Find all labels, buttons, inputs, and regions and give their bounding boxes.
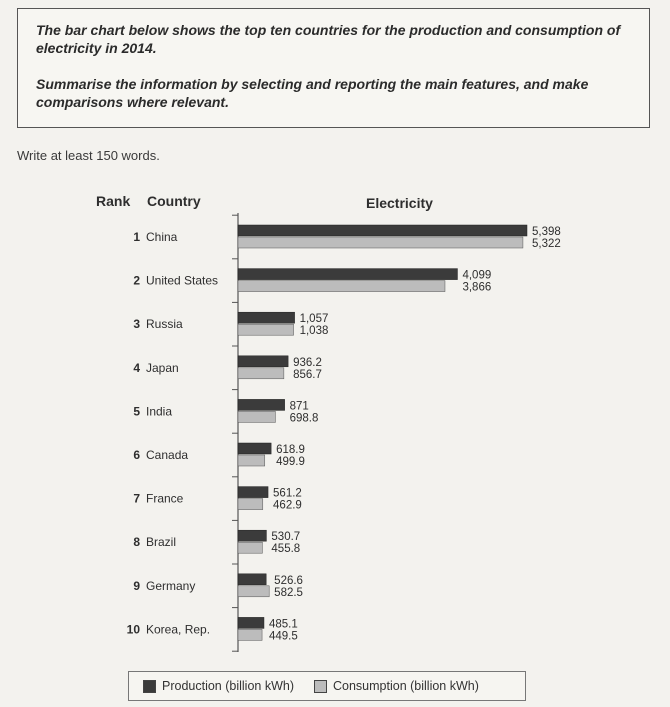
country-label: Brazil [146, 535, 177, 550]
word-count-instruction: Write at least 150 words. [17, 148, 160, 163]
legend-item-consumption [314, 679, 479, 693]
rank-label: 4 [133, 360, 140, 375]
country-label: India [146, 404, 173, 419]
country-label: United States [146, 273, 219, 288]
consumption-swatch [314, 680, 327, 693]
legend-label-production: Production (billion kWh) [162, 679, 294, 693]
rank-label: 10 [126, 622, 140, 637]
production-bar [238, 225, 527, 236]
country-label: China [146, 230, 178, 244]
chart-legend [128, 671, 526, 701]
production-bar [238, 617, 264, 628]
rank-label: 2 [133, 273, 140, 288]
country-label: Canada [146, 448, 189, 462]
production-bar [238, 574, 266, 585]
rank-header: Rank [96, 193, 131, 209]
country-label: Japan [146, 360, 179, 375]
consumption-bar [238, 455, 265, 466]
consumption-bar [238, 411, 275, 422]
rank-label: 5 [133, 404, 140, 419]
country-label: France [146, 491, 184, 506]
production-bar [238, 269, 457, 280]
legend-item-production [143, 679, 294, 693]
task-instruction: Summarise the information by selecting and reporting the main features, and make comparisons where relevant. [36, 76, 589, 110]
production-value-label: 618.9 [276, 444, 305, 456]
production-bar [238, 399, 285, 410]
consumption-bar [238, 237, 523, 248]
country-label: Russia [146, 317, 183, 332]
rank-label: 6 [133, 448, 140, 462]
production-value-label: 561.2 [273, 487, 302, 500]
legend-label-consumption: Consumption (billion kWh) [333, 679, 479, 693]
production-bar [238, 312, 295, 323]
production-swatch [143, 680, 156, 693]
production-bar [238, 443, 271, 454]
consumption-value-label: 5,322 [532, 238, 561, 250]
consumption-bar [238, 368, 284, 379]
consumption-value-label: 462.9 [273, 499, 302, 512]
consumption-bar [238, 629, 262, 640]
rank-label: 8 [133, 535, 140, 550]
consumption-value-label: 449.5 [268, 630, 298, 643]
production-value-label: 936.2 [293, 356, 322, 369]
country-label: Germany [146, 578, 196, 593]
rank-label: 9 [133, 578, 140, 593]
consumption-value-label: 499.9 [276, 456, 305, 468]
consumption-bar [238, 542, 262, 553]
consumption-value-label: 856.7 [293, 368, 322, 381]
chart-title: Electricity [366, 195, 433, 211]
task-description: The bar chart below shows the top ten countries for the production and consumption of electricity in 2014. [36, 22, 621, 56]
consumption-bar [238, 324, 294, 335]
consumption-value-label: 582.5 [274, 586, 303, 599]
production-bar [238, 530, 266, 541]
rank-label: 3 [133, 317, 140, 332]
consumption-bar [238, 586, 269, 597]
production-value-label: 1,057 [299, 313, 329, 326]
consumption-bar [238, 281, 445, 292]
production-value-label: 485.1 [268, 618, 298, 631]
rank-label: 1 [133, 230, 140, 244]
production-value-label: 871 [289, 400, 309, 413]
consumption-value-label: 1,038 [299, 325, 329, 338]
consumption-value-label: 455.8 [271, 543, 301, 556]
production-value-label: 526.6 [274, 574, 303, 587]
production-bar [238, 487, 268, 498]
production-value-label: 5,398 [532, 226, 561, 238]
country-header: Country [147, 193, 201, 209]
consumption-value-label: 698.8 [289, 412, 319, 425]
production-value-label: 4,099 [462, 269, 492, 282]
production-value-label: 530.7 [271, 531, 301, 544]
consumption-value-label: 3,866 [462, 281, 492, 294]
rank-label: 7 [133, 491, 140, 506]
country-label: Korea, Rep. [146, 622, 211, 637]
consumption-bar [238, 499, 263, 510]
production-bar [238, 356, 288, 367]
